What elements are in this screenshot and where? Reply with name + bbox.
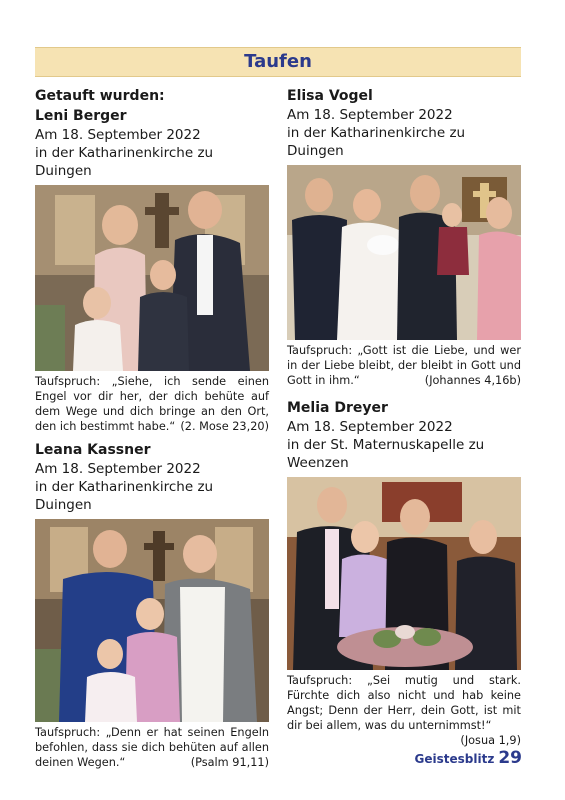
baptized-heading: Getauft wurden: xyxy=(35,88,165,104)
entry-place: in der Katharinenkirche zu Duingen xyxy=(35,479,214,513)
baptism-verse xyxy=(35,374,269,434)
verse-text: Taufspruch: „Denn er hat seinen Engeln befohlen, dass sie dich behüten auf allen deinen Wegen.“ xyxy=(35,726,269,769)
entry-name: Elisa Vogel xyxy=(287,88,373,104)
baptism-verse xyxy=(287,343,521,388)
entry-place: in der St. Maternuskapelle zu Weenzen xyxy=(287,437,485,471)
entry-date: Am 18. September 2022 xyxy=(287,419,453,435)
verse-text: Taufspruch: „Siehe, ich sende einen Engel vor dir her, der dich behüte auf dem Wege und dich bringe an den Ort, den ich bestimmt habe.“ xyxy=(35,375,269,433)
baptism-photo xyxy=(287,477,521,670)
entry-name: Melia Dreyer xyxy=(287,400,388,416)
section-title: Taufen xyxy=(244,51,312,72)
baptism-verse xyxy=(35,725,269,770)
verse-text: Taufspruch: „Sei mutig und stark. Fürchte dich also nicht und hab keine Angst; Denn der Herr, dein Gott, ist mit dir bei allem, was du unternimmst!“ xyxy=(287,674,521,732)
verse-reference: (2. Mose 23,20) xyxy=(180,420,269,433)
entry-name: Leni Berger xyxy=(35,108,127,124)
entry-place: in der Katharinenkirche zu Duingen xyxy=(35,145,214,179)
verse-reference: (Psalm 91,11) xyxy=(190,756,269,769)
page-footer xyxy=(415,748,522,768)
entry-date: Am 18. September 2022 xyxy=(35,461,201,477)
verse-text: Taufspruch: „Gott ist die Liebe, und wer in der Liebe bleibt, der bleibt in Gott und Gott in ihm.“ xyxy=(287,344,521,387)
magazine-name: Geistesblitz xyxy=(414,752,495,766)
entry-name: Leana Kassner xyxy=(35,442,151,458)
baptism-photo xyxy=(35,519,269,722)
baptism-verse xyxy=(287,673,521,747)
section-header xyxy=(35,47,521,77)
right-column xyxy=(287,86,521,748)
entry-date: Am 18. September 2022 xyxy=(35,127,201,143)
left-column xyxy=(35,86,269,770)
entry-place: in der Katharinenkirche zu Duingen xyxy=(287,125,466,159)
baptism-photo xyxy=(35,185,269,371)
verse-reference: (Johannes 4,16b) xyxy=(424,374,521,387)
baptism-photo xyxy=(287,165,521,340)
verse-reference: (Josua 1,9) xyxy=(460,734,521,747)
entry-date: Am 18. September 2022 xyxy=(287,107,453,123)
page-number: 29 xyxy=(498,748,522,768)
